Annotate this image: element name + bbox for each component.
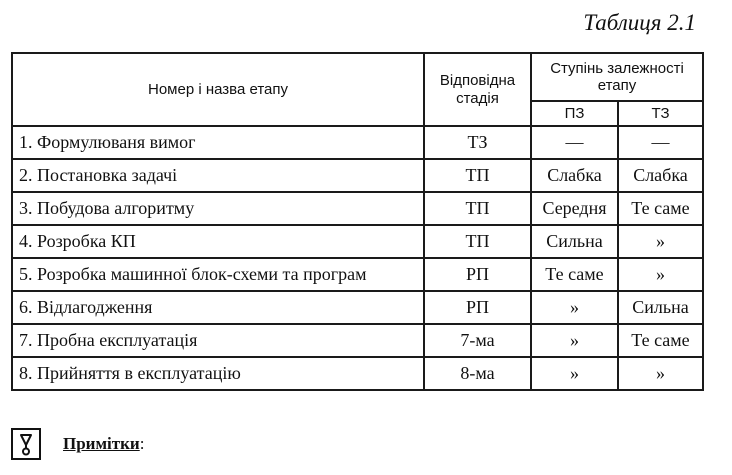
row-stage-name: 4. Розробка КП bbox=[12, 225, 424, 258]
table-row bbox=[12, 159, 703, 192]
row-matching-stage: РП bbox=[424, 291, 531, 324]
table-row bbox=[12, 126, 703, 159]
row-pz-dependency: Сильна bbox=[531, 225, 618, 258]
row-stage-name: 1. Формулюваня вимог bbox=[12, 126, 424, 159]
header-matching-stage: Відповідна стадія bbox=[424, 53, 531, 126]
stages-table bbox=[11, 52, 704, 391]
row-matching-stage: ТП bbox=[424, 159, 531, 192]
row-pz-dependency: — bbox=[531, 126, 618, 159]
row-matching-stage: 7-ма bbox=[424, 324, 531, 357]
row-matching-stage: РП bbox=[424, 258, 531, 291]
pointing-finger-note-icon bbox=[11, 428, 41, 460]
row-tz-dependency: — bbox=[618, 126, 703, 159]
row-pz-dependency: » bbox=[531, 291, 618, 324]
row-pz-dependency: Слабка bbox=[531, 159, 618, 192]
row-tz-dependency: » bbox=[618, 225, 703, 258]
row-stage-name: 3. Побудова алгоритму bbox=[12, 192, 424, 225]
row-stage-name: 2. Постановка задачі bbox=[12, 159, 424, 192]
row-stage-name: 5. Розробка машинної блок-схеми та програм bbox=[12, 258, 424, 291]
row-pz-dependency: » bbox=[531, 357, 618, 390]
row-tz-dependency: Те саме bbox=[618, 324, 703, 357]
row-tz-dependency: Те саме bbox=[618, 192, 703, 225]
row-pz-dependency: » bbox=[531, 324, 618, 357]
table-row bbox=[12, 291, 703, 324]
table-row bbox=[12, 192, 703, 225]
notes-label: Примітки bbox=[63, 434, 140, 453]
header-pz: ПЗ bbox=[531, 101, 618, 126]
row-matching-stage: 8-ма bbox=[424, 357, 531, 390]
notes-section bbox=[11, 428, 144, 460]
row-matching-stage: ТЗ bbox=[424, 126, 531, 159]
table-row bbox=[12, 258, 703, 291]
table-caption: Таблиця 2.1 bbox=[583, 10, 696, 35]
row-pz-dependency: Те саме bbox=[531, 258, 618, 291]
header-dependency: Ступінь залежності етапу bbox=[531, 53, 703, 101]
row-tz-dependency: » bbox=[618, 258, 703, 291]
row-stage-name: 7. Пробна експлуатація bbox=[12, 324, 424, 357]
row-stage-name: 8. Прийняття в експлуатацію bbox=[12, 357, 424, 390]
row-tz-dependency: Слабка bbox=[618, 159, 703, 192]
table-row bbox=[12, 324, 703, 357]
header-stage-name: Номер і назва етапу bbox=[12, 53, 424, 126]
row-tz-dependency: Сильна bbox=[618, 291, 703, 324]
row-matching-stage: ТП bbox=[424, 225, 531, 258]
header-tz: ТЗ bbox=[618, 101, 703, 126]
notes-colon: : bbox=[139, 434, 145, 453]
table-row bbox=[12, 357, 703, 390]
row-tz-dependency: » bbox=[618, 357, 703, 390]
table-row bbox=[12, 225, 703, 258]
row-pz-dependency: Середня bbox=[531, 192, 618, 225]
row-stage-name: 6. Відлагодження bbox=[12, 291, 424, 324]
row-matching-stage: ТП bbox=[424, 192, 531, 225]
